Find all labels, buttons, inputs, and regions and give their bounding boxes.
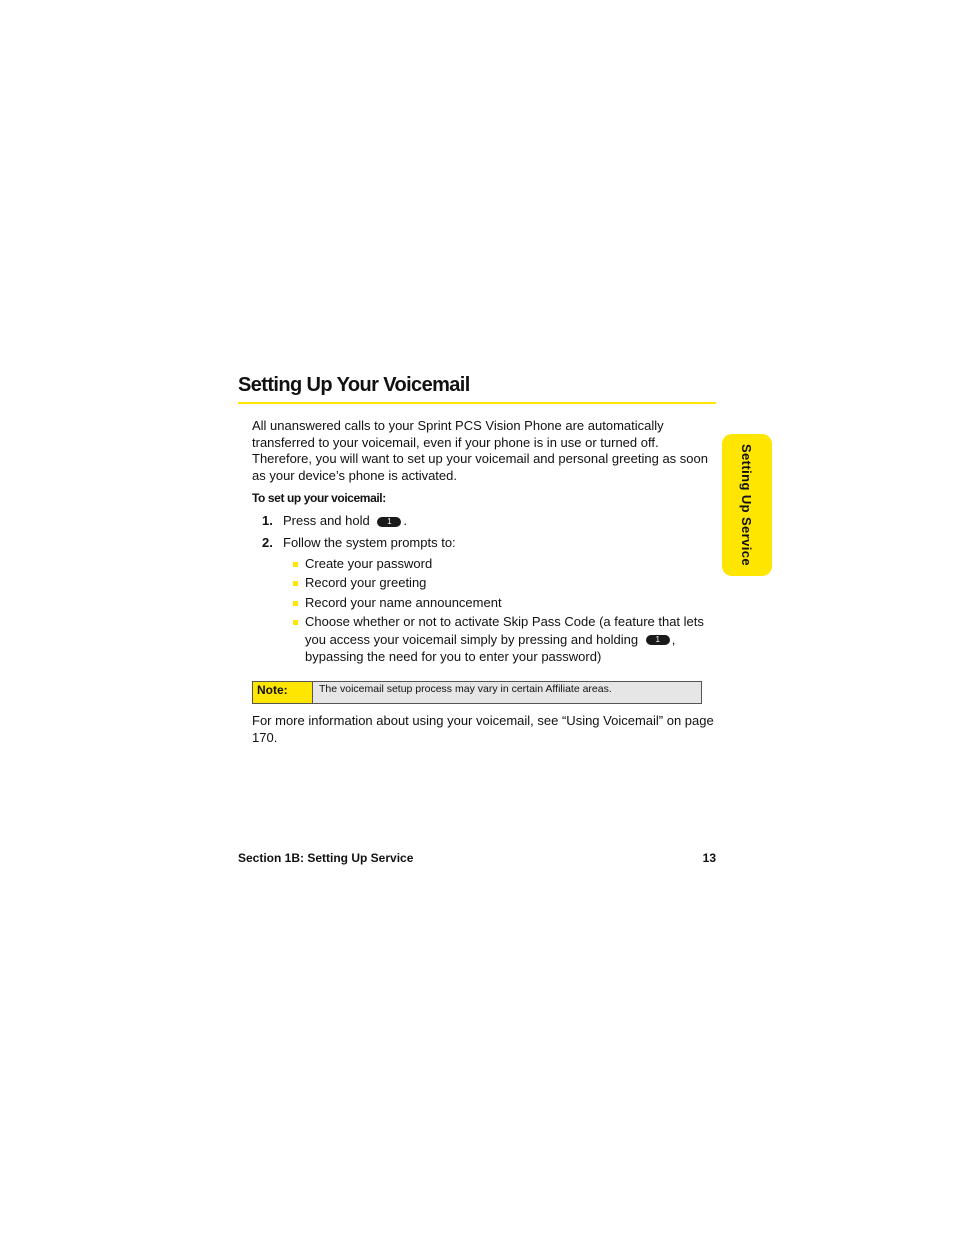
title-underline [238, 402, 716, 404]
footer-section-title: Section 1B: Setting Up Service [238, 851, 414, 865]
phone-key-1-icon: 1 [646, 635, 670, 645]
step-text-after: . [403, 513, 407, 528]
footer-page-number: 13 [702, 851, 716, 865]
phone-key-1-icon: 1 [377, 517, 401, 527]
list-item: Create your password [305, 556, 433, 571]
list-item: Record your greeting [305, 575, 427, 590]
step-number: 2. [262, 535, 273, 550]
bullet-square-icon [293, 562, 298, 567]
outro-paragraph: For more information about using your voicemail, see “Using Voicemail” on page 170. [252, 713, 714, 745]
list-item [305, 613, 705, 666]
step-text [283, 513, 407, 528]
page-title: Setting Up Your Voicemail [238, 374, 470, 396]
note-box [252, 681, 702, 704]
list-item-text-before: Choose whether or not to activate Skip Pass Code (a feature that lets you access your voicemail simply by pressing and holding [305, 614, 704, 647]
procedure-label: To set up your voicemail: [252, 491, 386, 505]
section-side-tab [722, 434, 772, 576]
step-text: Follow the system prompts to: [283, 535, 456, 550]
note-text: The voicemail setup process may vary in certain Affiliate areas. [313, 682, 701, 703]
side-tab-label: Setting Up Service [739, 443, 755, 567]
list-item-text-after: , bypassing the need for you to enter your password) [305, 631, 676, 664]
list-item: Record your name announcement [305, 595, 502, 610]
bullet-square-icon [293, 581, 298, 586]
bullet-square-icon [293, 601, 298, 606]
bullet-square-icon [293, 620, 298, 625]
step-number: 1. [262, 513, 273, 528]
note-label: Note: [253, 682, 313, 703]
step-text-before: Press and hold [283, 513, 370, 528]
intro-paragraph: All unanswered calls to your Sprint PCS Vision Phone are automatically transferred to your voicemail, even if your phone is in use or turned off. Therefore, you will want to set up your voicemail and personal greeting as soon as your device’s phone is activated. [252, 418, 708, 483]
